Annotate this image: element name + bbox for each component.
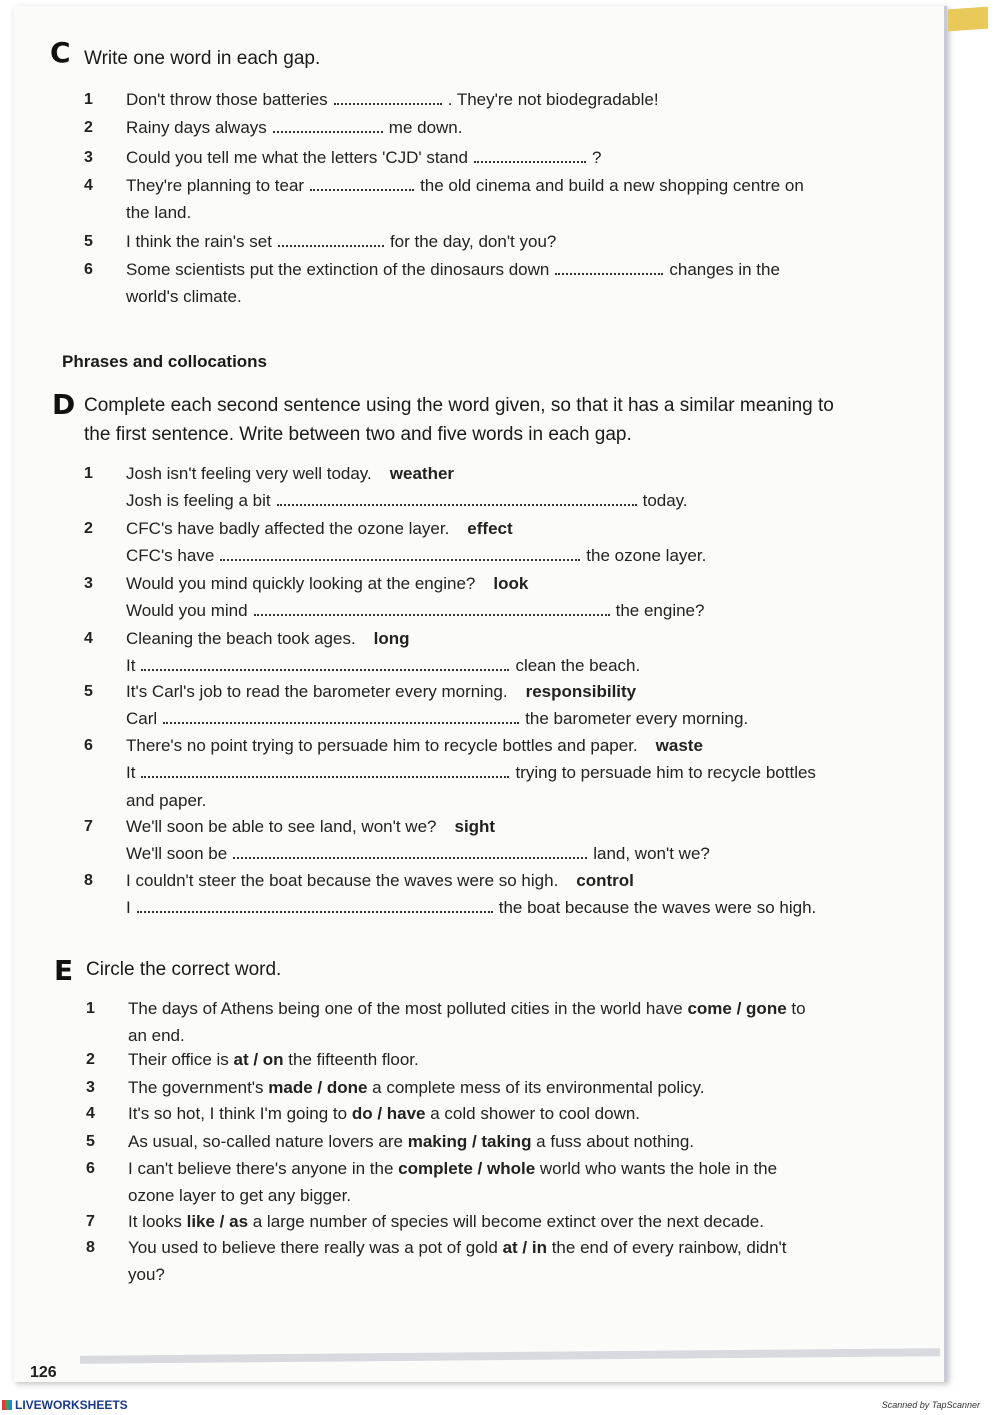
rewrite-end: the boat because the waves were so high. xyxy=(498,898,817,917)
item-number: 5 xyxy=(84,683,93,700)
answer-gap[interactable] xyxy=(137,897,493,913)
item-number: 4 xyxy=(86,1105,95,1122)
rewrite-start: I xyxy=(126,898,131,917)
item-sentence xyxy=(126,625,876,652)
item-text xyxy=(126,86,876,113)
item-number: 1 xyxy=(84,91,93,108)
word-choice[interactable]: come / gone xyxy=(687,999,787,1018)
item-number: 1 xyxy=(86,1000,95,1017)
liveworksheets-logo xyxy=(2,1398,128,1412)
item-text xyxy=(128,1155,878,1182)
item-original-sentence: We'll soon be able to see land, won't we? xyxy=(126,817,437,836)
rewrite-start: Carl xyxy=(126,709,158,728)
item-number: 3 xyxy=(86,1079,95,1096)
rewrite-end: trying to persuade him to recycle bottles xyxy=(515,763,816,782)
item-sentence xyxy=(126,515,876,542)
item-original-sentence: It's Carl's job to read the barometer every morning. xyxy=(126,682,508,701)
item-text-start: The days of Athens being one of the most polluted cities in the world have xyxy=(128,999,688,1018)
item-rewrite xyxy=(126,840,876,867)
item-rewrite xyxy=(126,542,876,569)
item-text-start: Don't throw those batteries xyxy=(126,90,328,109)
rewrite-start: Josh is feeling a bit xyxy=(126,491,271,510)
rewrite-end: the ozone layer. xyxy=(586,546,707,565)
item-continuation: an end. xyxy=(128,1026,185,1045)
item-number: 1 xyxy=(84,465,93,482)
item-continuation: and paper. xyxy=(126,791,207,810)
item-original-sentence: Would you mind quickly looking at the engine? xyxy=(126,574,476,593)
item-text-end: for the day, don't you? xyxy=(389,232,557,251)
item-text-end: . They're not biodegradable! xyxy=(447,90,659,109)
section-e-title: Circle the correct word. xyxy=(86,959,282,980)
item-keyword: weather xyxy=(389,464,455,483)
word-choice[interactable]: complete / whole xyxy=(398,1159,536,1178)
item-keyword: long xyxy=(373,629,410,648)
item-text-end: a complete mess of its environmental policy. xyxy=(367,1078,705,1097)
item-number: 2 xyxy=(84,119,93,136)
item-text-end: to xyxy=(786,999,806,1018)
item-text xyxy=(128,1046,878,1073)
item-number: 8 xyxy=(84,872,93,889)
item-text xyxy=(126,114,876,141)
item-text-end: a cold shower to cool down. xyxy=(425,1104,641,1123)
item-sentence xyxy=(126,678,876,705)
answer-gap[interactable] xyxy=(555,259,663,275)
item-text-start: I think the rain's set xyxy=(126,232,272,251)
item-text-start: The government's xyxy=(128,1078,269,1097)
answer-gap[interactable] xyxy=(233,843,587,859)
item-text xyxy=(126,228,876,255)
item-text-end: the fifteenth floor. xyxy=(283,1050,419,1069)
answer-gap[interactable] xyxy=(278,231,384,247)
item-rewrite xyxy=(126,759,876,786)
item-text-end: me down. xyxy=(388,118,463,137)
item-text-start: Some scientists put the extinction of the dinosaurs down xyxy=(126,260,550,279)
item-text-end: a large number of species will become extinct over the next decade. xyxy=(248,1212,764,1231)
item-number: 6 xyxy=(84,261,93,278)
item-sentence xyxy=(126,460,876,487)
word-choice[interactable]: like / as xyxy=(186,1212,249,1231)
item-rewrite xyxy=(126,597,876,624)
item-text xyxy=(126,256,876,283)
item-continuation: the land. xyxy=(126,203,192,222)
item-rewrite xyxy=(126,705,876,732)
item-number: 6 xyxy=(86,1160,95,1177)
item-text-start: As usual, so-called nature lovers are xyxy=(128,1132,408,1151)
item-continuation: you? xyxy=(128,1265,165,1284)
word-choice[interactable]: do / have xyxy=(351,1104,426,1123)
item-keyword: control xyxy=(576,871,634,890)
section-d-title-line2: the first sentence. Write between two and five words in each gap. xyxy=(84,424,632,445)
section-c-title: Write one word in each gap. xyxy=(84,48,321,69)
item-keyword: sight xyxy=(454,817,496,836)
item-text-start: I can't believe there's anyone in the xyxy=(128,1159,399,1178)
item-number: 2 xyxy=(84,520,93,537)
item-text xyxy=(128,1074,878,1101)
rewrite-end: the barometer every morning. xyxy=(525,709,749,728)
item-number: 3 xyxy=(84,575,93,592)
rewrite-start: It xyxy=(126,763,136,782)
item-number: 7 xyxy=(86,1213,95,1230)
rewrite-end: clean the beach. xyxy=(515,656,641,675)
item-text-start: Could you tell me what the letters 'CJD' stand xyxy=(126,148,468,167)
rewrite-start: Would you mind xyxy=(126,601,248,620)
item-text-end: changes in the xyxy=(669,260,780,279)
item-text xyxy=(128,1208,878,1235)
item-text xyxy=(128,1128,878,1155)
rewrite-end: today. xyxy=(642,491,688,510)
item-original-sentence: Josh isn't feeling very well today. xyxy=(126,464,372,483)
page-number: 126 xyxy=(30,1364,57,1381)
item-sentence xyxy=(126,732,876,759)
page-corner-tab xyxy=(948,7,988,32)
section-e-letter: E xyxy=(54,954,74,987)
item-number: 4 xyxy=(84,177,93,194)
item-number: 7 xyxy=(84,818,93,835)
item-text xyxy=(126,144,876,171)
section-d-letter: D xyxy=(52,388,76,421)
item-original-sentence: I couldn't steer the boat because the waves were so high. xyxy=(126,871,559,890)
rewrite-start: It xyxy=(126,656,136,675)
item-number: 5 xyxy=(84,233,93,250)
item-text-start: You used to believe there really was a pot of gold xyxy=(128,1238,503,1257)
item-sentence xyxy=(126,570,876,597)
item-sentence xyxy=(126,867,876,894)
answer-gap[interactable] xyxy=(334,89,442,105)
item-text xyxy=(128,1100,878,1127)
item-text-end: the old cinema and build a new shopping centre on xyxy=(420,176,804,195)
item-keyword: effect xyxy=(467,519,513,538)
item-text-start: They're planning to tear xyxy=(126,176,305,195)
item-text xyxy=(128,1234,878,1261)
item-keyword: look xyxy=(493,574,529,593)
item-text xyxy=(128,995,878,1022)
scanner-credit: Scanned by TapScanner xyxy=(881,1400,980,1410)
item-keyword: waste xyxy=(655,736,703,755)
item-number: 4 xyxy=(84,630,93,647)
item-text-start: Rainy days always xyxy=(126,118,267,137)
word-choice[interactable]: making / taking xyxy=(407,1132,532,1151)
item-continuation: ozone layer to get any bigger. xyxy=(128,1186,352,1205)
item-number: 3 xyxy=(84,149,93,166)
item-number: 6 xyxy=(84,737,93,754)
item-rewrite xyxy=(126,652,876,679)
item-number: 2 xyxy=(86,1051,95,1068)
word-choice[interactable]: at / on xyxy=(233,1050,284,1069)
answer-gap[interactable] xyxy=(254,600,610,616)
answer-gap[interactable] xyxy=(277,490,637,506)
item-rewrite xyxy=(126,894,876,921)
item-original-sentence: There's no point trying to persuade him to recycle bottles and paper. xyxy=(126,736,638,755)
answer-gap[interactable] xyxy=(273,117,383,133)
item-text-end: the end of every rainbow, didn't xyxy=(546,1238,787,1257)
answer-gap[interactable] xyxy=(220,545,580,561)
rewrite-start: We'll soon be xyxy=(126,844,228,863)
answer-gap[interactable] xyxy=(141,762,509,778)
item-text-start: It's so hot, I think I'm going to xyxy=(128,1104,352,1123)
phrases-heading: Phrases and collocations xyxy=(62,352,268,371)
item-text-end: world who wants the hole in the xyxy=(535,1159,778,1178)
item-sentence xyxy=(126,813,876,840)
section-d-title-line1: Complete each second sentence using the word given, so that it has a similar meaning to xyxy=(84,395,834,416)
item-number: 5 xyxy=(86,1133,95,1150)
item-original-sentence: Cleaning the beach took ages. xyxy=(126,629,356,648)
item-original-sentence: CFC's have badly affected the ozone layer. xyxy=(126,519,450,538)
answer-gap[interactable] xyxy=(163,708,519,724)
rewrite-end: land, won't we? xyxy=(593,844,710,863)
liveworksheets-icon xyxy=(2,1400,12,1410)
answer-gap[interactable] xyxy=(141,655,509,671)
rewrite-start: CFC's have xyxy=(126,546,215,565)
item-rewrite xyxy=(126,487,876,514)
item-text-start: Their office is xyxy=(128,1050,234,1069)
item-keyword: responsibility xyxy=(525,682,637,701)
word-choice[interactable]: at / in xyxy=(502,1238,547,1257)
item-text-start: It looks xyxy=(128,1212,187,1231)
liveworksheets-text: LIVEWORKSHEETS xyxy=(15,1398,128,1412)
item-text-end: ? xyxy=(591,148,602,167)
item-text-end: a fuss about nothing. xyxy=(531,1132,695,1151)
answer-gap[interactable] xyxy=(474,147,586,163)
rewrite-end: the engine? xyxy=(615,601,705,620)
item-continuation: world's climate. xyxy=(126,287,242,306)
section-c-letter: C xyxy=(50,36,71,69)
answer-gap[interactable] xyxy=(310,175,414,191)
item-number: 8 xyxy=(86,1239,95,1256)
item-text xyxy=(126,172,876,199)
word-choice[interactable]: made / done xyxy=(268,1078,368,1097)
